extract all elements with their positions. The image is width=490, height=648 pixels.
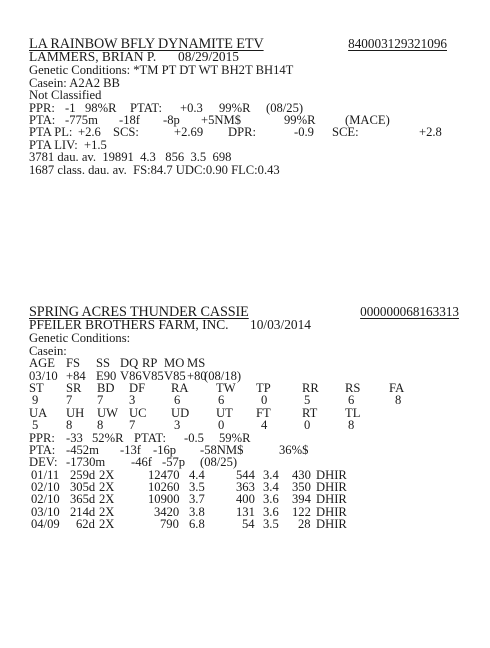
pta-fat: -13f — [120, 442, 141, 457]
trait-label-3: UC — [129, 405, 147, 420]
lactation-cell: 2X — [99, 492, 115, 507]
pta-pl-line — [29, 126, 459, 138]
dev-date: (08/25) — [200, 455, 238, 470]
lactation-row — [29, 493, 459, 505]
lactation-cell: 6.8 — [189, 517, 205, 532]
trait-value-6: 4 — [261, 418, 268, 433]
lactation-cell: DHIR — [316, 504, 347, 519]
trait-labels-row-2 — [29, 407, 459, 419]
class-value-cell-3: V86 — [120, 368, 142, 383]
pta-pl-value: +2.6 — [78, 125, 101, 140]
dpr-label: DPR: — [228, 125, 256, 140]
lactation-cell: 430 — [292, 467, 311, 482]
trait-label-1: UH — [66, 405, 85, 420]
pta-milk: -775m — [65, 112, 98, 127]
pta-nm-dollars: -58NM$ — [200, 442, 244, 457]
animal-record-2 — [29, 306, 459, 531]
lactation-cell: 365d — [70, 492, 96, 507]
registration-number: 000000068163313 — [360, 304, 459, 319]
trait-label-1: SR — [66, 380, 82, 395]
trait-values-row-2 — [29, 419, 459, 431]
scs-label: SCS: — [113, 125, 139, 140]
class-value-cell-0: 03/10 — [29, 368, 58, 383]
genetic-conditions: Genetic Conditions: *TM PT DT WT BH2T BH14T — [29, 63, 294, 78]
pta-label: PTA: — [29, 442, 56, 457]
lactation-cell: 363 — [236, 480, 255, 495]
lactation-cell: 04/09 — [31, 517, 60, 532]
lactation-cell: 3.8 — [189, 504, 205, 519]
lactation-cell: 214d — [70, 504, 96, 519]
trait-label-8: RS — [345, 380, 361, 395]
dev-protein: -57p — [162, 455, 186, 470]
trait-value-9: 8 — [395, 393, 402, 408]
class-header-cell-6: MS — [187, 356, 206, 371]
lactation-row — [29, 518, 459, 530]
owner-line — [29, 319, 459, 332]
trait-value-8: 6 — [348, 393, 355, 408]
genetic-conditions: Genetic Conditions: — [29, 331, 131, 346]
pta-label: PTA: — [29, 112, 56, 127]
trait-label-0: ST — [29, 380, 44, 395]
lactation-cell: DHIR — [316, 480, 347, 495]
trait-label-6: TP — [256, 380, 271, 395]
animal-record-1 — [29, 38, 459, 176]
ptat-label: PTAT: — [134, 430, 166, 445]
pta-fat: -18f — [119, 112, 140, 127]
pta-pl-label: PTA PL: — [29, 125, 73, 140]
trait-value-7: 0 — [304, 418, 311, 433]
trait-label-4: UD — [171, 405, 190, 420]
animal-name: SPRING ACRES THUNDER CASSIE — [29, 304, 249, 320]
trait-label-8: TL — [345, 405, 361, 420]
trait-value-0: 5 — [32, 418, 39, 433]
trait-value-4: 3 — [174, 418, 181, 433]
lactation-cell: 3420 — [154, 504, 180, 519]
lactation-cell: 10900 — [148, 492, 180, 507]
lactation-cell: 122 — [292, 504, 311, 519]
lactation-cell: 28 — [298, 517, 311, 532]
class-header-cell-4: RP — [142, 356, 158, 371]
dpr-value: -0.9 — [294, 125, 314, 140]
trait-label-0: UA — [29, 405, 48, 420]
trait-label-7: RR — [302, 380, 319, 395]
class-value-cell-6: +80 — [187, 368, 207, 383]
dev-milk: -1730m — [66, 455, 106, 470]
class-value-cell-2: E90 — [96, 368, 117, 383]
lactation-cell: 394 — [292, 492, 311, 507]
pta-nm-dollars: +5NM$ — [201, 112, 241, 127]
lactation-cell: 131 — [236, 504, 255, 519]
trait-values-row-1 — [29, 394, 459, 406]
lactation-cell: 259d — [70, 467, 96, 482]
casein: Casein: — [29, 343, 67, 358]
class-value-cell-4: V85 — [142, 368, 164, 383]
ppr-reliability: 98%R — [85, 100, 117, 115]
lactation-cell: 3.6 — [263, 504, 279, 519]
class-value-cell-1: +84 — [66, 368, 86, 383]
lactation-cell: 2X — [99, 480, 115, 495]
owner-line — [29, 51, 459, 64]
ptat-reliability: 99%R — [219, 100, 251, 115]
lactation-cell: 3.5 — [189, 480, 205, 495]
lactation-cell: 02/10 — [31, 480, 60, 495]
lactation-cell: 02/10 — [31, 492, 60, 507]
lactation-cell: 3.6 — [263, 492, 279, 507]
scs-value: +2.69 — [174, 125, 204, 140]
ppr-date: (08/25) — [266, 100, 304, 115]
pta-liv-label: PTA LIV: — [29, 137, 78, 152]
lactation-cell: 350 — [292, 480, 311, 495]
class-header-cell-5: MO — [164, 356, 185, 371]
trait-value-1: 8 — [66, 418, 73, 433]
sce-label: SCE: — [332, 125, 359, 140]
trait-value-2: 8 — [97, 418, 104, 433]
trait-label-2: BD — [97, 380, 115, 395]
trait-label-2: UW — [97, 405, 118, 420]
lactation-cell: 2X — [99, 517, 115, 532]
class-header-cell-2: SS — [96, 356, 111, 371]
lactation-cell: 790 — [160, 517, 179, 532]
lactation-cell: 4.4 — [189, 467, 205, 482]
trait-value-7: 5 — [304, 393, 311, 408]
pta-liv-value: +1.5 — [84, 137, 107, 152]
ptat-reliability: 59%R — [219, 430, 251, 445]
lactation-cell: 54 — [242, 517, 255, 532]
record-date: 08/29/2015 — [178, 49, 240, 64]
ppr-value: -1 — [65, 100, 76, 115]
dev-label: DEV: — [29, 455, 58, 470]
trait-value-8: 8 — [348, 418, 355, 433]
classification: Not Classified — [29, 88, 102, 103]
trait-value-6: 0 — [261, 393, 268, 408]
daughter-average: 3781 dau. av. 19891 4.3 856 3.5 698 — [29, 150, 232, 165]
lactation-cell: 62d — [76, 517, 95, 532]
lactation-cell: 544 — [236, 467, 255, 482]
class-header-cell-1: FS — [66, 356, 81, 371]
pta-reliability: 99%R — [284, 112, 316, 127]
classification-header-row — [29, 357, 459, 369]
record-date: 10/03/2014 — [250, 317, 312, 332]
lactation-cell: DHIR — [316, 517, 347, 532]
trait-value-2: 7 — [97, 393, 104, 408]
class-value-cell-5: V85 — [164, 368, 186, 383]
trait-value-4: 6 — [174, 393, 181, 408]
lactation-cell: DHIR — [316, 492, 347, 507]
ppr-value: -33 — [66, 430, 83, 445]
trait-value-5: 0 — [218, 418, 225, 433]
pta-source: (MACE) — [345, 112, 390, 127]
ppr-reliability: 52%R — [92, 430, 124, 445]
trait-label-3: DF — [129, 380, 146, 395]
lactation-cell: 3.4 — [263, 467, 279, 482]
classified-daughter-average: 1687 class. dau. av. FS:84.7 UDC:0.90 FLC:0.43 — [29, 162, 280, 177]
trait-value-1: 7 — [66, 393, 73, 408]
ptat-value: +0.3 — [180, 100, 203, 115]
trait-label-4: RA — [171, 380, 189, 395]
ptat-value: -0.5 — [184, 430, 204, 445]
lactation-cell: 305d — [70, 480, 96, 495]
class-header-cell-3: DQ — [120, 356, 139, 371]
pta-protein: -16p — [153, 442, 177, 457]
ptat-label: PTAT: — [130, 100, 162, 115]
ppr-label: PPR: — [29, 100, 55, 115]
owner-name: PFEILER BROTHERS FARM, INC. — [29, 317, 229, 332]
dev-line — [29, 456, 459, 468]
lactation-cell: DHIR — [316, 467, 347, 482]
lactation-table — [29, 469, 459, 531]
trait-label-6: FT — [256, 405, 271, 420]
lactation-cell: 12470 — [148, 467, 180, 482]
trait-value-3: 3 — [129, 393, 136, 408]
lactation-cell: 3.5 — [263, 517, 279, 532]
trait-label-7: RT — [302, 405, 318, 420]
lactation-cell: 03/10 — [31, 504, 60, 519]
lactation-cell: 2X — [99, 504, 115, 519]
trait-value-3: 7 — [129, 418, 136, 433]
trait-value-0: 9 — [32, 393, 39, 408]
trait-label-9: FA — [389, 380, 405, 395]
class-header-cell-0: AGE — [29, 356, 55, 371]
owner-name: LAMMERS, BRIAN P. — [29, 49, 157, 64]
pta-milk: -452m — [66, 442, 99, 457]
casein: Casein: A2A2 BB — [29, 75, 120, 90]
ppr-label: PPR: — [29, 430, 55, 445]
pta-protein: -8p — [163, 112, 180, 127]
pta-reliability: 36%$ — [279, 442, 309, 457]
lactation-cell: 01/11 — [31, 467, 60, 482]
lactation-cell: 10260 — [148, 480, 180, 495]
dev-fat: -46f — [131, 455, 152, 470]
class-value-cell-7: (08/18) — [204, 368, 242, 383]
lactation-cell: 2X — [99, 467, 115, 482]
lactation-cell: 3.4 — [263, 480, 279, 495]
trait-label-5: TW — [216, 380, 236, 395]
lactation-cell: 3.7 — [189, 492, 205, 507]
sce-value: +2.8 — [419, 125, 442, 140]
animal-name: LA RAINBOW BFLY DYNAMITE ETV — [29, 36, 264, 52]
registration-number: 840003129321096 — [348, 36, 447, 51]
lactation-cell: 400 — [236, 492, 255, 507]
trait-label-5: UT — [216, 405, 233, 420]
trait-value-5: 6 — [218, 393, 225, 408]
